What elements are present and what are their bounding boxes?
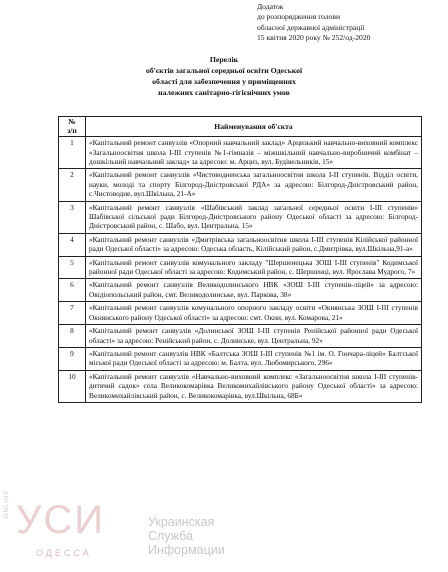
row-number: 2 [59,169,86,201]
title-line: належних санітарно-гігієнічних умов [158,88,290,97]
attachment-line: обласної державної адміністрації [257,22,365,32]
attachment-line: 15 квітня 2020 року № 252/од-2020 [257,33,371,43]
table-row [59,347,422,370]
table-row [59,302,422,325]
watermark-line: Украинская [148,515,215,529]
attachment-header [257,2,445,44]
watermark-caption [148,515,225,557]
row-text: «Капітальний ремонт санвузлів «Навчально-виховний комплекс «Загальноосвітня школа І-ІІІ ступенів-дитячий садок» села Великокомарівка Великомихайлівського району Одеської області» за адресою: Великомихайлівський район, с. Великокомарівка, вул.Шкільна, 68Б» [86,370,422,402]
table-row [59,201,422,233]
row-text: «Капітальний ремонт санвузлів комунального опорного закладу освіти «Окнянська ЗОШ І-ІІІ ступенів Окнянського району Одеської області» за адресою: смт. Окни, вул. Комарова, 21» [86,302,422,325]
row-text: «Капітальний ремонт санвузлів «Долинської ЗОШ І-ІІІ ступенів Ренійської районної ради Одеської області» за адресою: Ренійський район, с. Долинське, вул. Центральна, 92» [86,325,422,348]
watermark-logo: УСИ [16,498,106,542]
row-text: «Капітальний ремонт санвузлів «Дмитрівська загальноосвітня школа І-ІІІ ступенів Кілійської районної ради Одеської області» за адресою: Одеська область, Кілійський район, с.Дмитрівка, вул.Шкільна,91-а» [86,233,422,256]
row-number: 6 [59,279,86,302]
watermark-line: Информации [148,543,225,557]
table-row [59,233,422,256]
document-title [66,54,382,98]
row-number: 1 [59,137,86,169]
attachment-line: Додаток [257,2,284,11]
attachment-line: до розпорядження голови [257,12,341,22]
watermark-city: ОДЕССА [36,548,92,558]
title-line: області для забезпечення у приміщеннях [152,77,296,86]
row-number: 4 [59,233,86,256]
title-line: об'єктів загальної середньої освіти Одеської [145,66,303,75]
table-row [59,137,422,169]
header-number-abbr: з/п [67,125,77,135]
row-number: 9 [59,347,86,370]
row-text: «Капітальний ремонт санвузлів Великодолинського НВК «ЗОШ І-ІІІ ступенів-ліцей» за адресою: Овідіопольський район, смт. Великодолинське, вул. Паркова, 38» [86,279,422,302]
table-row [59,325,422,348]
header-number [59,117,86,137]
row-text: «Капітальний ремонт санвузлів «Чистоводненська загальноосвітня школа І-ІІ ступенів. Відділ освіти, науки, молоді та спорту Білгород-Дністровської РДА» за адресою: Білгород-Дністровський район, с.Чистоводне, вул.Шкільна, 21-А» [86,169,422,201]
watermark-line: Служба [148,529,194,543]
header-number-symbol: № [68,117,76,126]
row-number: 8 [59,325,86,348]
row-text: «Капітальний ремонт санвузлів НВК «Балтська ЗОШ І-ІІІ ступенів №1 ім. О. Гончара-ліцей» Балтської міської ради Одеської області за адресою: м. Балта, вул. Любомирського, 296» [86,347,422,370]
row-number: 5 [59,256,86,279]
row-text: «Капітальний ремонт санвузлів «Опорний навчальний заклад» Арцизький навчально-виховний комплекс «Загальноосвітня школа І-ІІІ ступенів №1-гімназія – міжшкільний навчально-виробничий комбінат – дошкільний навчальний заклад» за адресою: м. Арциз, вул. Будівельників, 15» [86,137,422,169]
row-text: «Капітальний ремонт санвузлів «Шабівський заклад загальної середньої освіти І-ІІІ ступенів» Шабівської сільської ради Білгород-Дністровського району Одеської області за адресою: Білгород-Дністровський район, с. Шабо, вул. Центральна, 15» [86,201,422,233]
objects-table [58,116,422,403]
row-number: 7 [59,302,86,325]
table-row [59,169,422,201]
header-name: Найменування об'єкта [86,117,422,137]
watermark-online: ONLINE [4,489,10,518]
row-number: 3 [59,201,86,233]
table-row [59,370,422,402]
table-row [59,279,422,302]
table-row [59,256,422,279]
title-line: Перелік [209,55,239,64]
row-number: 10 [59,370,86,402]
table-header-row [59,117,422,137]
row-text: «Капітальний ремонт санвузлів комунального закладу "Шершенецька ЗОШ І-ІІІ ступенів" Кодимської районної ради Одеської області за адресою: Кодимський район, с. Шершенці, вул. Ярослава Мудрого, 7» [86,256,422,279]
